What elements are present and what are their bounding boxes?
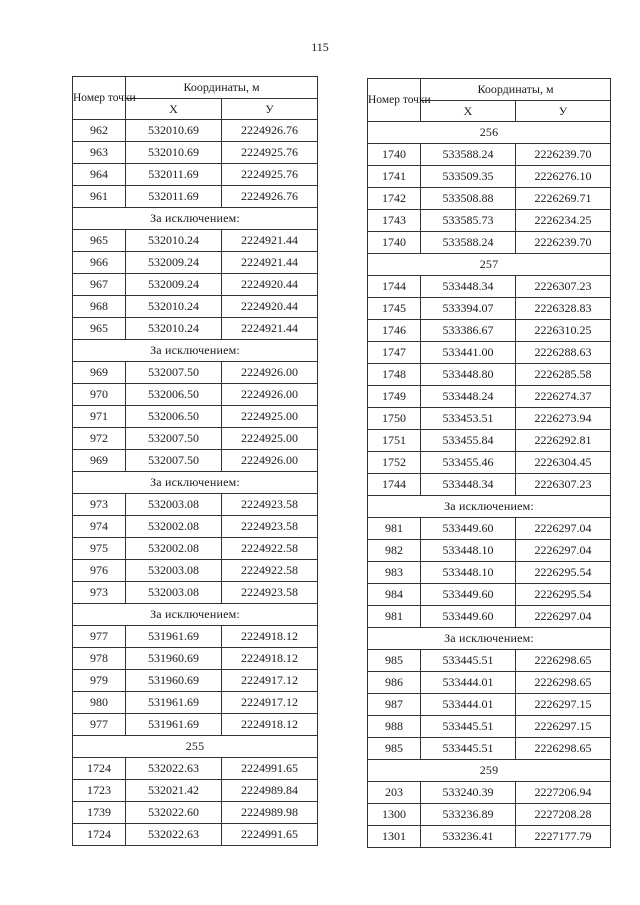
table-row [368,804,611,826]
y-coordinate-cell: 2224918.12 [222,626,318,648]
x-coordinate-cell: 532002.08 [126,516,222,538]
table-row [368,188,611,210]
table-row [73,318,318,340]
point-number-cell: 1301 [368,826,421,848]
x-coordinate-cell: 532011.69 [126,186,222,208]
point-number-cell: 973 [73,582,126,604]
y-coordinate-cell: 2226307.23 [516,276,611,298]
point-number-cell: 1745 [368,298,421,320]
y-coordinate-cell: 2224922.58 [222,560,318,582]
y-coordinate-cell: 2226328.83 [516,298,611,320]
table-row [73,692,318,714]
y-coordinate-cell: 2224991.65 [222,758,318,780]
y-coordinate-cell: 2224917.12 [222,670,318,692]
right-table-body [368,122,611,848]
y-coordinate-cell: 2226276.10 [516,166,611,188]
y-coordinate-cell: 2224917.12 [222,692,318,714]
y-coordinate-cell: 2226239.70 [516,232,611,254]
point-number-cell: 1723 [73,780,126,802]
y-coordinate-cell: 2224923.58 [222,582,318,604]
x-coordinate-cell: 533394.07 [421,298,516,320]
point-number-cell: 981 [368,606,421,628]
table-row [368,342,611,364]
x-coordinate-cell: 533448.34 [421,474,516,496]
table-row [368,364,611,386]
point-number-cell: 969 [73,362,126,384]
x-coordinate-cell: 533585.73 [421,210,516,232]
table-row [368,540,611,562]
section-label: За исключением: [73,472,318,494]
y-coordinate-cell: 2224922.58 [222,538,318,560]
point-number-cell: 1742 [368,188,421,210]
x-coordinate-cell: 532006.50 [126,384,222,406]
y-coordinate-cell: 2226298.65 [516,738,611,760]
x-coordinate-cell: 531961.69 [126,692,222,714]
section-label: За исключением: [368,628,611,650]
x-coordinate-cell: 532007.50 [126,362,222,384]
y-coordinate-cell: 2224918.12 [222,714,318,736]
table-row [368,144,611,166]
point-number-cell: 1752 [368,452,421,474]
section-label: 256 [368,122,611,144]
table-row [73,296,318,318]
x-coordinate-cell: 532007.50 [126,428,222,450]
point-number-header: Номер точки [73,77,126,120]
y-coordinate-cell: 2226288.63 [516,342,611,364]
coordinates-header: Координаты, м [126,77,318,99]
x-coordinate-cell: 532010.69 [126,142,222,164]
point-number-cell: 964 [73,164,126,186]
table-row [368,584,611,606]
section-row [73,604,318,626]
point-number-cell: 1747 [368,342,421,364]
x-coordinate-cell: 532002.08 [126,538,222,560]
x-coordinate-cell: 532022.63 [126,824,222,846]
y-coordinate-cell: 2226304.45 [516,452,611,474]
point-number-cell: 979 [73,670,126,692]
y-coordinate-cell: 2226234.25 [516,210,611,232]
point-number-cell: 983 [368,562,421,584]
point-number-cell: 985 [368,738,421,760]
x-coordinate-cell: 533509.35 [421,166,516,188]
table-row [73,824,318,846]
table-row [368,386,611,408]
y-coordinate-cell: 2224921.44 [222,230,318,252]
y-coordinate-cell: 2227206.94 [516,782,611,804]
point-number-cell: 961 [73,186,126,208]
table-row [368,210,611,232]
x-coordinate-cell: 532007.50 [126,450,222,472]
section-row [368,496,611,518]
table-row [368,232,611,254]
point-number-cell: 1750 [368,408,421,430]
x-coordinate-cell: 533453.51 [421,408,516,430]
table-row [368,738,611,760]
x-coordinate-cell: 532006.50 [126,406,222,428]
table-row [368,430,611,452]
x-coordinate-cell: 533236.41 [421,826,516,848]
section-label: За исключением: [73,604,318,626]
x-coordinate-cell: 533455.46 [421,452,516,474]
point-number-cell: 1748 [368,364,421,386]
page-number: 115 [311,40,329,54]
table-row [73,780,318,802]
y-coordinate-cell: 2226298.65 [516,650,611,672]
table-row [73,142,318,164]
x-coordinate-cell: 533445.51 [421,650,516,672]
x-coordinate-cell: 533448.10 [421,540,516,562]
x-coordinate-cell: 532003.08 [126,494,222,516]
x-coordinate-cell: 533448.24 [421,386,516,408]
point-number-cell: 971 [73,406,126,428]
point-number-cell: 1741 [368,166,421,188]
table-row [73,714,318,736]
point-number-cell: 970 [73,384,126,406]
x-coordinate-cell: 532022.63 [126,758,222,780]
table-row [73,516,318,538]
y-coordinate-cell: 2226297.15 [516,694,611,716]
point-number-cell: 974 [73,516,126,538]
x-coordinate-cell: 533445.51 [421,738,516,760]
x-coordinate-cell: 532009.24 [126,274,222,296]
table-row [368,452,611,474]
x-coordinate-cell: 533386.67 [421,320,516,342]
section-row [368,628,611,650]
section-row [73,208,318,230]
section-label: За исключением: [73,208,318,230]
point-number-cell: 977 [73,714,126,736]
y-coordinate-cell: 2224923.58 [222,516,318,538]
point-number-cell: 978 [73,648,126,670]
point-number-cell: 962 [73,120,126,142]
y-coordinate-cell: 2224918.12 [222,648,318,670]
table-row [368,166,611,188]
table-row [73,670,318,692]
point-number-cell: 1746 [368,320,421,342]
point-number-cell: 1724 [73,824,126,846]
y-coordinate-cell: 2224920.44 [222,274,318,296]
table-row [368,716,611,738]
y-coordinate-cell: 2224926.76 [222,120,318,142]
point-number-cell: 1739 [73,802,126,824]
coordinates-table-left [72,76,318,846]
x-coordinate-cell: 533240.39 [421,782,516,804]
x-coordinate-cell: 532009.24 [126,252,222,274]
y-coordinate-cell: 2226297.04 [516,540,611,562]
x-coordinate-cell: 531960.69 [126,670,222,692]
y-coordinate-cell: 2224923.58 [222,494,318,516]
x-coordinate-cell: 532022.60 [126,802,222,824]
point-number-cell: 1744 [368,276,421,298]
point-number-cell: 966 [73,252,126,274]
y-coordinate-cell: 2227208.28 [516,804,611,826]
y-coordinate-cell: 2226274.37 [516,386,611,408]
table-row [368,518,611,540]
point-number-cell: 969 [73,450,126,472]
y-header: У [222,99,318,120]
point-number-cell: 1749 [368,386,421,408]
x-coordinate-cell: 531961.69 [126,714,222,736]
y-coordinate-cell: 2226285.58 [516,364,611,386]
x-coordinate-cell: 533444.01 [421,672,516,694]
y-coordinate-cell: 2226239.70 [516,144,611,166]
point-number-cell: 980 [73,692,126,714]
x-coordinate-cell: 533508.88 [421,188,516,210]
x-coordinate-cell: 532010.69 [126,120,222,142]
table-row [73,648,318,670]
point-number-cell: 972 [73,428,126,450]
y-coordinate-cell: 2224925.76 [222,142,318,164]
point-number-cell: 987 [368,694,421,716]
point-number-cell: 985 [368,650,421,672]
y-coordinate-cell: 2226310.25 [516,320,611,342]
point-number-cell: 1740 [368,232,421,254]
point-number-cell: 965 [73,230,126,252]
table-row [73,626,318,648]
x-coordinate-cell: 533236.89 [421,804,516,826]
x-coordinate-cell: 533448.80 [421,364,516,386]
section-row [368,122,611,144]
y-coordinate-cell: 2226297.04 [516,518,611,540]
table-row [73,186,318,208]
table-row [368,606,611,628]
x-coordinate-cell: 532010.24 [126,296,222,318]
table-row [368,320,611,342]
y-coordinate-cell: 2224925.00 [222,406,318,428]
point-number-cell: 1300 [368,804,421,826]
table-row [73,582,318,604]
point-number-cell: 1724 [73,758,126,780]
y-coordinate-cell: 2224989.98 [222,802,318,824]
x-coordinate-cell: 532021.42 [126,780,222,802]
y-coordinate-cell: 2224926.76 [222,186,318,208]
x-coordinate-cell: 531960.69 [126,648,222,670]
x-coordinate-cell: 532010.24 [126,318,222,340]
x-coordinate-cell: 533448.10 [421,562,516,584]
x-coordinate-cell: 531961.69 [126,626,222,648]
table-row [73,120,318,142]
point-number-cell: 1743 [368,210,421,232]
table-row [368,562,611,584]
section-row [73,472,318,494]
section-row [73,340,318,362]
left-table-body [73,120,318,846]
y-coordinate-cell: 2226295.54 [516,584,611,606]
x-coordinate-cell: 533588.24 [421,232,516,254]
table-row [73,428,318,450]
section-row [368,254,611,276]
x-coordinate-cell: 532011.69 [126,164,222,186]
table-row [368,408,611,430]
point-number-cell: 1744 [368,474,421,496]
section-row [368,760,611,782]
table-row [73,802,318,824]
x-coordinate-cell: 533455.84 [421,430,516,452]
point-number-header: Номер точки [368,79,421,122]
section-label: За исключением: [368,496,611,518]
table-row [73,252,318,274]
point-number-cell: 203 [368,782,421,804]
table-row [73,494,318,516]
y-coordinate-cell: 2224925.00 [222,428,318,450]
point-number-cell: 988 [368,716,421,738]
table-row [368,276,611,298]
point-number-cell: 977 [73,626,126,648]
table-row [368,826,611,848]
y-coordinate-cell: 2224926.00 [222,450,318,472]
table-row [368,672,611,694]
point-number-cell: 963 [73,142,126,164]
y-coordinate-cell: 2226292.81 [516,430,611,452]
x-coordinate-cell: 532010.24 [126,230,222,252]
x-coordinate-cell: 532003.08 [126,582,222,604]
y-coordinate-cell: 2226297.04 [516,606,611,628]
point-number-cell: 1751 [368,430,421,452]
point-number-cell: 986 [368,672,421,694]
x-coordinate-cell: 533445.51 [421,716,516,738]
y-coordinate-cell: 2224920.44 [222,296,318,318]
point-number-cell: 975 [73,538,126,560]
x-header: X [126,99,222,120]
x-header: X [421,101,516,122]
y-coordinate-cell: 2224925.76 [222,164,318,186]
table-row [368,298,611,320]
point-number-cell: 965 [73,318,126,340]
y-coordinate-cell: 2224991.65 [222,824,318,846]
table-row [368,694,611,716]
point-number-cell: 1740 [368,144,421,166]
point-number-cell: 981 [368,518,421,540]
y-coordinate-cell: 2224921.44 [222,252,318,274]
table-row [73,274,318,296]
point-number-cell: 967 [73,274,126,296]
y-coordinate-cell: 2224989.84 [222,780,318,802]
x-coordinate-cell: 533444.01 [421,694,516,716]
y-coordinate-cell: 2226297.15 [516,716,611,738]
table-row [368,474,611,496]
y-header: У [516,101,611,122]
table-row [73,230,318,252]
coordinates-table-right [367,78,611,848]
section-label: За исключением: [73,340,318,362]
x-coordinate-cell: 533441.00 [421,342,516,364]
table-row [73,560,318,582]
x-coordinate-cell: 533448.34 [421,276,516,298]
y-coordinate-cell: 2224926.00 [222,362,318,384]
y-coordinate-cell: 2226295.54 [516,562,611,584]
table-row [73,538,318,560]
point-number-cell: 968 [73,296,126,318]
point-number-cell: 973 [73,494,126,516]
y-coordinate-cell: 2227177.79 [516,826,611,848]
table-row [73,450,318,472]
x-coordinate-cell: 533449.60 [421,606,516,628]
point-number-cell: 984 [368,584,421,606]
table-row [368,782,611,804]
table-row [368,650,611,672]
y-coordinate-cell: 2226269.71 [516,188,611,210]
section-label: 259 [368,760,611,782]
table-row [73,362,318,384]
section-label: 257 [368,254,611,276]
table-row [73,758,318,780]
x-coordinate-cell: 533588.24 [421,144,516,166]
coordinates-header: Координаты, м [421,79,611,101]
y-coordinate-cell: 2224926.00 [222,384,318,406]
table-row [73,406,318,428]
y-coordinate-cell: 2224921.44 [222,318,318,340]
point-number-cell: 982 [368,540,421,562]
table-row [73,164,318,186]
x-coordinate-cell: 532003.08 [126,560,222,582]
y-coordinate-cell: 2226307.23 [516,474,611,496]
x-coordinate-cell: 533449.60 [421,584,516,606]
section-label: 255 [73,736,318,758]
table-row [73,384,318,406]
x-coordinate-cell: 533449.60 [421,518,516,540]
section-row [73,736,318,758]
y-coordinate-cell: 2226298.65 [516,672,611,694]
y-coordinate-cell: 2226273.94 [516,408,611,430]
point-number-cell: 976 [73,560,126,582]
